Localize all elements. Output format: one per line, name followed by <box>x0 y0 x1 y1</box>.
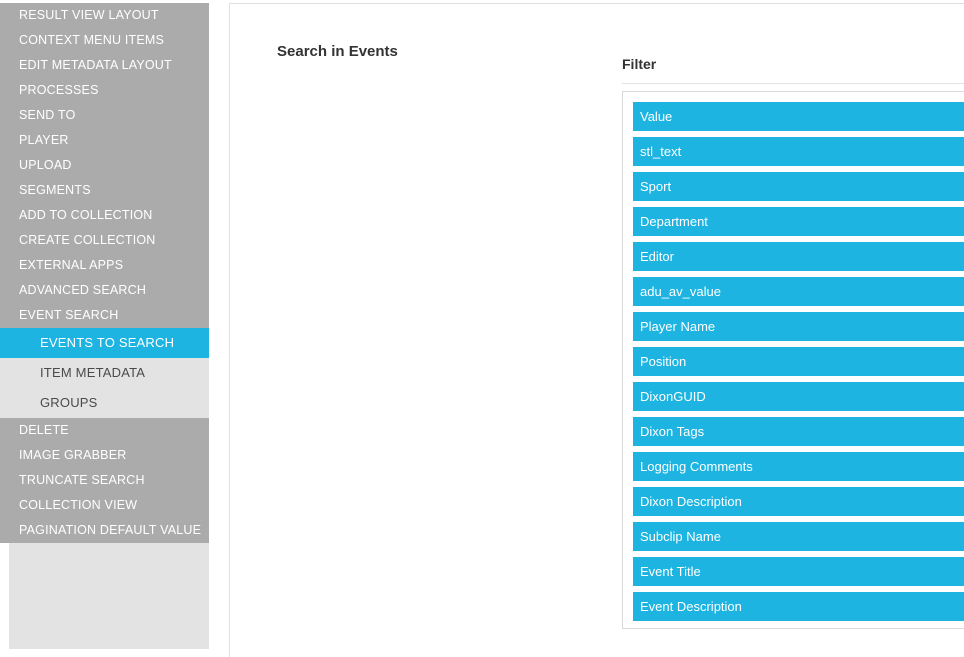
sidebar-item-external-apps[interactable]: EXTERNAL APPS <box>0 253 209 278</box>
content-panel <box>229 3 964 657</box>
sidebar-item-segments[interactable]: SEGMENTS <box>0 178 209 203</box>
sidebar-item-pagination-default-value[interactable]: PAGINATION DEFAULT VALUE <box>0 518 209 543</box>
filter-field-subclip-name[interactable]: Subclip Name <box>633 522 964 551</box>
sidebar-item-player[interactable]: PLAYER <box>0 128 209 153</box>
filter-field-position[interactable]: Position <box>633 347 964 376</box>
settings-sidebar <box>0 3 209 649</box>
sidebar-subitem-groups[interactable]: GROUPS <box>40 395 98 410</box>
sidebar-item-add-to-collection[interactable]: ADD TO COLLECTION <box>0 203 209 228</box>
sidebar-filler <box>9 543 209 649</box>
sidebar-item-processes[interactable]: PROCESSES <box>0 78 209 103</box>
filter-field-adu-av-value[interactable]: adu_av_value <box>633 277 964 306</box>
sidebar-item-advanced-search[interactable]: ADVANCED SEARCH <box>0 278 209 303</box>
sidebar-item-create-collection[interactable]: CREATE COLLECTION <box>0 228 209 253</box>
filter-field-stl-text[interactable]: stl_text <box>633 137 964 166</box>
filter-field-player-name[interactable]: Player Name <box>633 312 964 341</box>
event-search-submenu <box>0 328 209 418</box>
sidebar-item-collection-view[interactable]: COLLECTION VIEW <box>0 493 209 518</box>
filter-field-logging-comments[interactable]: Logging Comments <box>633 452 964 481</box>
sidebar-subitem-events-to-search[interactable]: EVENTS TO SEARCH <box>0 328 209 358</box>
page-title: Search in Events <box>277 43 398 60</box>
sidebar-item-context-menu-items[interactable]: CONTEXT MENU ITEMS <box>0 28 209 53</box>
filter-divider <box>622 83 964 84</box>
filter-label: Filter <box>622 56 657 72</box>
filter-field-dixonguid[interactable]: DixonGUID <box>633 382 964 411</box>
sidebar-subitem-item-metadata[interactable]: ITEM METADATA <box>40 365 146 380</box>
sidebar-item-event-search[interactable]: EVENT SEARCH <box>0 303 209 328</box>
filter-field-editor[interactable]: Editor <box>633 242 964 271</box>
sidebar-item-truncate-search[interactable]: TRUNCATE SEARCH <box>0 468 209 493</box>
sidebar-item-upload[interactable]: UPLOAD <box>0 153 209 178</box>
sidebar-item-image-grabber[interactable]: IMAGE GRABBER <box>0 443 209 468</box>
sidebar-item-result-view-layout[interactable]: RESULT VIEW LAYOUT <box>0 3 209 28</box>
filter-box <box>622 91 964 629</box>
filter-field-event-description[interactable]: Event Description <box>633 592 964 621</box>
filter-field-dixon-tags[interactable]: Dixon Tags <box>633 417 964 446</box>
sidebar-item-send-to[interactable]: SEND TO <box>0 103 209 128</box>
sidebar-item-edit-metadata-layout[interactable]: EDIT METADATA LAYOUT <box>0 53 209 78</box>
filter-field-sport[interactable]: Sport <box>633 172 964 201</box>
filter-field-department[interactable]: Department <box>633 207 964 236</box>
sidebar-item-delete[interactable]: DELETE <box>0 418 209 443</box>
filter-field-event-title[interactable]: Event Title <box>633 557 964 586</box>
filter-field-value[interactable]: Value <box>633 102 964 131</box>
filter-field-dixon-description[interactable]: Dixon Description <box>633 487 964 516</box>
